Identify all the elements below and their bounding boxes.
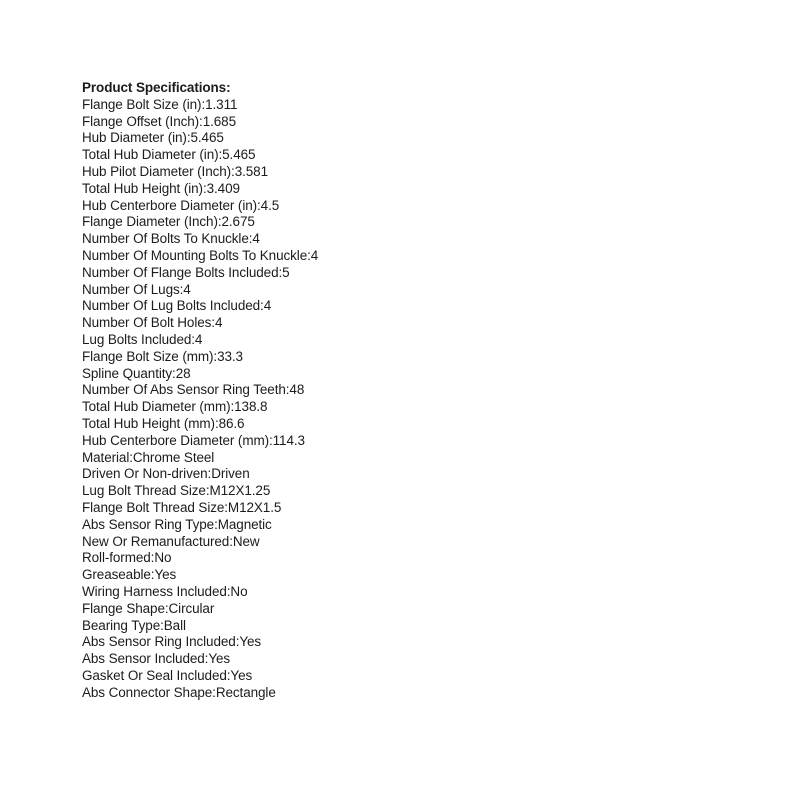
product-specifications-sheet	[82, 80, 722, 701]
spec-line: Spline Quantity:28	[82, 365, 191, 381]
spec-line: Number Of Flange Bolts Included:5	[82, 264, 290, 280]
spec-line: Hub Centerbore Diameter (in):4.5	[82, 197, 280, 213]
spec-line: Number Of Mounting Bolts To Knuckle:4	[82, 247, 319, 263]
spec-line: New Or Remanufactured:New	[82, 533, 260, 549]
spec-line: Hub Pilot Diameter (Inch):3.581	[82, 163, 268, 179]
spec-line: Number Of Bolt Holes:4	[82, 315, 223, 331]
spec-line: Number Of Lugs:4	[82, 281, 191, 297]
spec-line: Roll-formed:No	[82, 550, 172, 566]
spec-line: Lug Bolt Thread Size:M12X1.25	[82, 483, 271, 499]
spec-line: Total Hub Height (in):3.409	[82, 180, 240, 196]
spec-line: Abs Sensor Ring Type:Magnetic	[82, 516, 272, 532]
spec-line: Flange Bolt Size (in):1.311	[82, 96, 238, 112]
spec-line: Number Of Abs Sensor Ring Teeth:48	[82, 382, 305, 398]
spec-line: Total Hub Diameter (mm):138.8	[82, 399, 268, 415]
spec-line: Abs Sensor Included:Yes	[82, 651, 231, 667]
spec-line: Wiring Harness Included:No	[82, 583, 248, 599]
spec-line: Abs Connector Shape:Rectangle	[82, 684, 276, 700]
spec-line: Gasket Or Seal Included:Yes	[82, 667, 253, 683]
spec-line: Abs Sensor Ring Included:Yes	[82, 634, 262, 650]
spec-line: Flange Bolt Size (mm):33.3	[82, 348, 243, 364]
spec-line: Greaseable:Yes	[82, 567, 177, 583]
spec-line: Material:Chrome Steel	[82, 449, 215, 465]
spec-line: Hub Centerbore Diameter (mm):114.3	[82, 432, 305, 448]
spec-line: Hub Diameter (in):5.465	[82, 130, 224, 146]
spec-line: Flange Shape:Circular	[82, 600, 215, 616]
spec-line: Number Of Bolts To Knuckle:4	[82, 231, 260, 247]
spec-line: Flange Diameter (Inch):2.675	[82, 214, 255, 230]
spec-line: Lug Bolts Included:4	[82, 331, 203, 347]
spec-list	[82, 97, 722, 702]
spec-line: Total Hub Height (mm):86.6	[82, 415, 245, 431]
spec-line: Flange Bolt Thread Size:M12X1.5	[82, 499, 282, 515]
spec-sheet-title: Product Specifications:	[82, 80, 231, 95]
spec-line: Number Of Lug Bolts Included:4	[82, 298, 272, 314]
spec-line: Flange Offset (Inch):1.685	[82, 113, 236, 129]
spec-line: Driven Or Non-driven:Driven	[82, 466, 250, 482]
spec-line: Total Hub Diameter (in):5.465	[82, 147, 256, 163]
spec-line: Bearing Type:Ball	[82, 617, 186, 633]
